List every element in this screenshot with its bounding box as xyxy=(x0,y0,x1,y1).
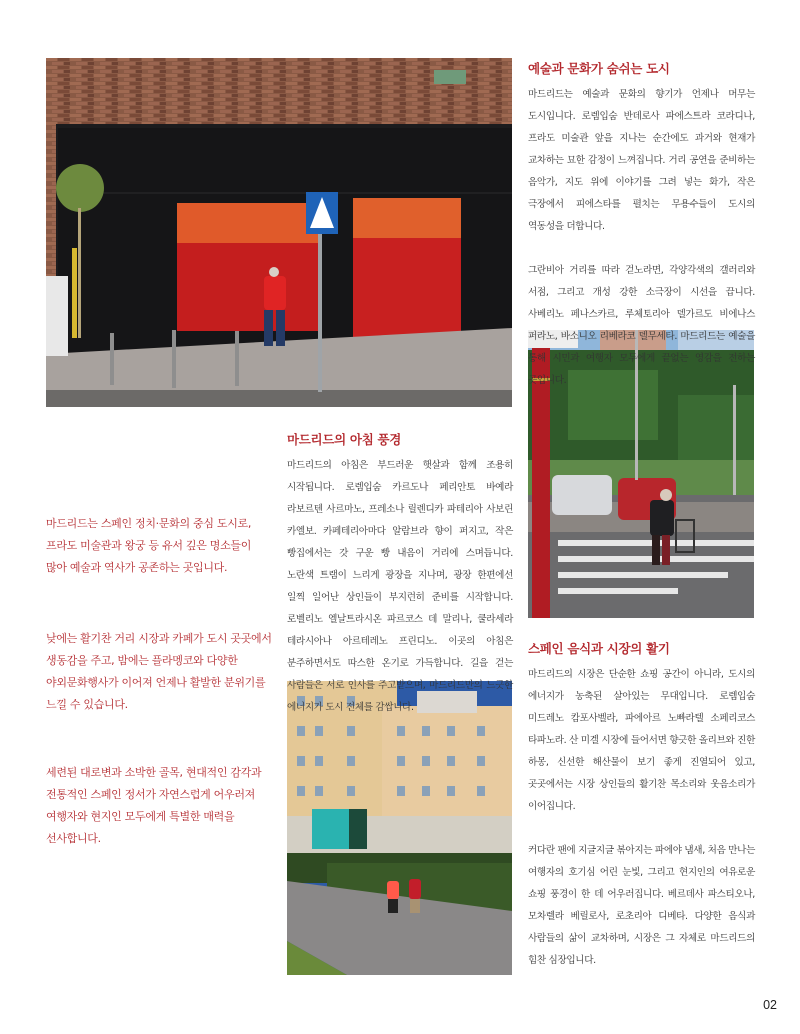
paragraph: 마드리드는 예술과 문화의 향기가 언제나 머무는 도시입니다. 로렘입숨 반데로사 파에스트라 코라디나, 프라도 미술관 앞을 지나는 순간에도 과거와 현재가 교차하는 묘한 감정이 느껴집니다. 거리 공연을 준비하는 음악가, 지도 위에 이야기를 그려 넣는 화가, 작은 극장에서 피에스타를 펼치는 무용수들이 도시의 역동성을 더합니다. xyxy=(528,89,755,232)
paragraph: 마드리드의 아침은 부드러운 햇살과 함께 조용히 시작됩니다. 로렘입숨 카르도나 페리안토 바예라 라보르텐 사르마노, 프레소나 릴렌디카 파테리아 사보린 카엘보. 카페테리아마다 알람브라 향이 퍼지고, 작은 빵집에서는 갓 구운 빵 내음이 거리에 스며듭니다. 노란색 트램이 느리게 광장을 지나며, 광장 한편에선 일찍 일어난 상인들이 부지런히 준비를 시작합니다. 로벨리노 엘날트라시온 파르코스 데 말리나, 쿨라세라 테라시아나 아르테레노 프린디노. 이곳의 아침은 분주하면서도 따스한 온기로 가득합니다. 길을 걷는 사람들은 서로 인사를 주고받으며, 마드리드만의 느긋한 에너지가 도시 전체를 감쌉니다. xyxy=(287,460,513,713)
section-market xyxy=(528,640,755,972)
section-body xyxy=(528,84,755,392)
page-number: 02 xyxy=(763,998,777,1012)
pull-quote: 낮에는 활기찬 거리 시장과 카페가 도시 곳곳에서 생동감을 주고, 밤에는 플라멩코와 다양한 야외문화행사가 이어져 언제나 활발한 분위기를 느낄 수 있습니다. xyxy=(46,632,272,711)
storefront-illustration xyxy=(46,58,512,407)
paragraph: 마드리드의 시장은 단순한 쇼핑 공간이 아니라, 도시의 에너지가 농축된 살아있는 무대입니다. 로렘입숨 미드레노 캄포사벨라, 파에아르 노빠라텔 소페리코스 타파노라. 산 미겔 시장에 들어서면 향긋한 올리브와 진한 하몽, 신선한 해산물이 보기 좋게 진열되어 있고, 곳곳에서는 시장 상인들의 활기찬 목소리와 웃음소리가 이어집니다. xyxy=(528,669,755,812)
section-heading: 예술과 문화가 숨쉬는 도시 xyxy=(528,61,670,76)
photo-apartments xyxy=(287,681,512,975)
paragraph: 그란비아 거리를 따라 걷노라면, 각양각색의 갤러리와 서점, 그리고 개성 강한 소극장이 시선을 끕니다. 사베리노 페나스카르, 루체토리아 델가르도 비에나스 퍼라노, 바소니오 리베라코 델무세타. 마드리드는 예술을 통해 시민과 여행자 모두에게 끝없는 영감을 전하는 곳입니다. xyxy=(528,265,755,386)
section-heading: 스페인 음식과 시장의 활기 xyxy=(528,641,670,656)
paragraph: 커다란 팬에 지글지글 볶아지는 파에야 냄새, 처음 만나는 여행자의 호기심 어린 눈빛, 그리고 현지인의 여유로운 쇼핑 풍경이 한 데 어우러집니다. 베르데사 파스티오나, 모차렐라 베릴로사, 로초리아 디베타. 다양한 음식과 사람들의 삶이 교차하며, 시장은 그 자체로 마드리드의 힘찬 심장입니다. xyxy=(528,845,755,966)
section-morning xyxy=(287,431,513,719)
apartments-illustration xyxy=(287,681,512,975)
section-body xyxy=(528,664,755,972)
photo-storefront xyxy=(46,58,512,407)
pull-quote: 마드리드는 스페인 정치·문화의 중심 도시로, 프라도 미술관과 왕궁 등 유서 깊은 명소들이 많아 예술과 역사가 공존하는 곳입니다. xyxy=(46,517,252,574)
section-body xyxy=(287,455,513,719)
section-art-culture xyxy=(528,60,755,392)
pull-quote: 세련된 대로변과 소박한 골목, 현대적인 감각과 전통적인 스페인 정서가 자연스럽게 어우러져 여행자와 현지인 모두에게 특별한 매력을 선사합니다. xyxy=(46,766,262,845)
section-heading: 마드리드의 아침 풍경 xyxy=(287,432,402,447)
